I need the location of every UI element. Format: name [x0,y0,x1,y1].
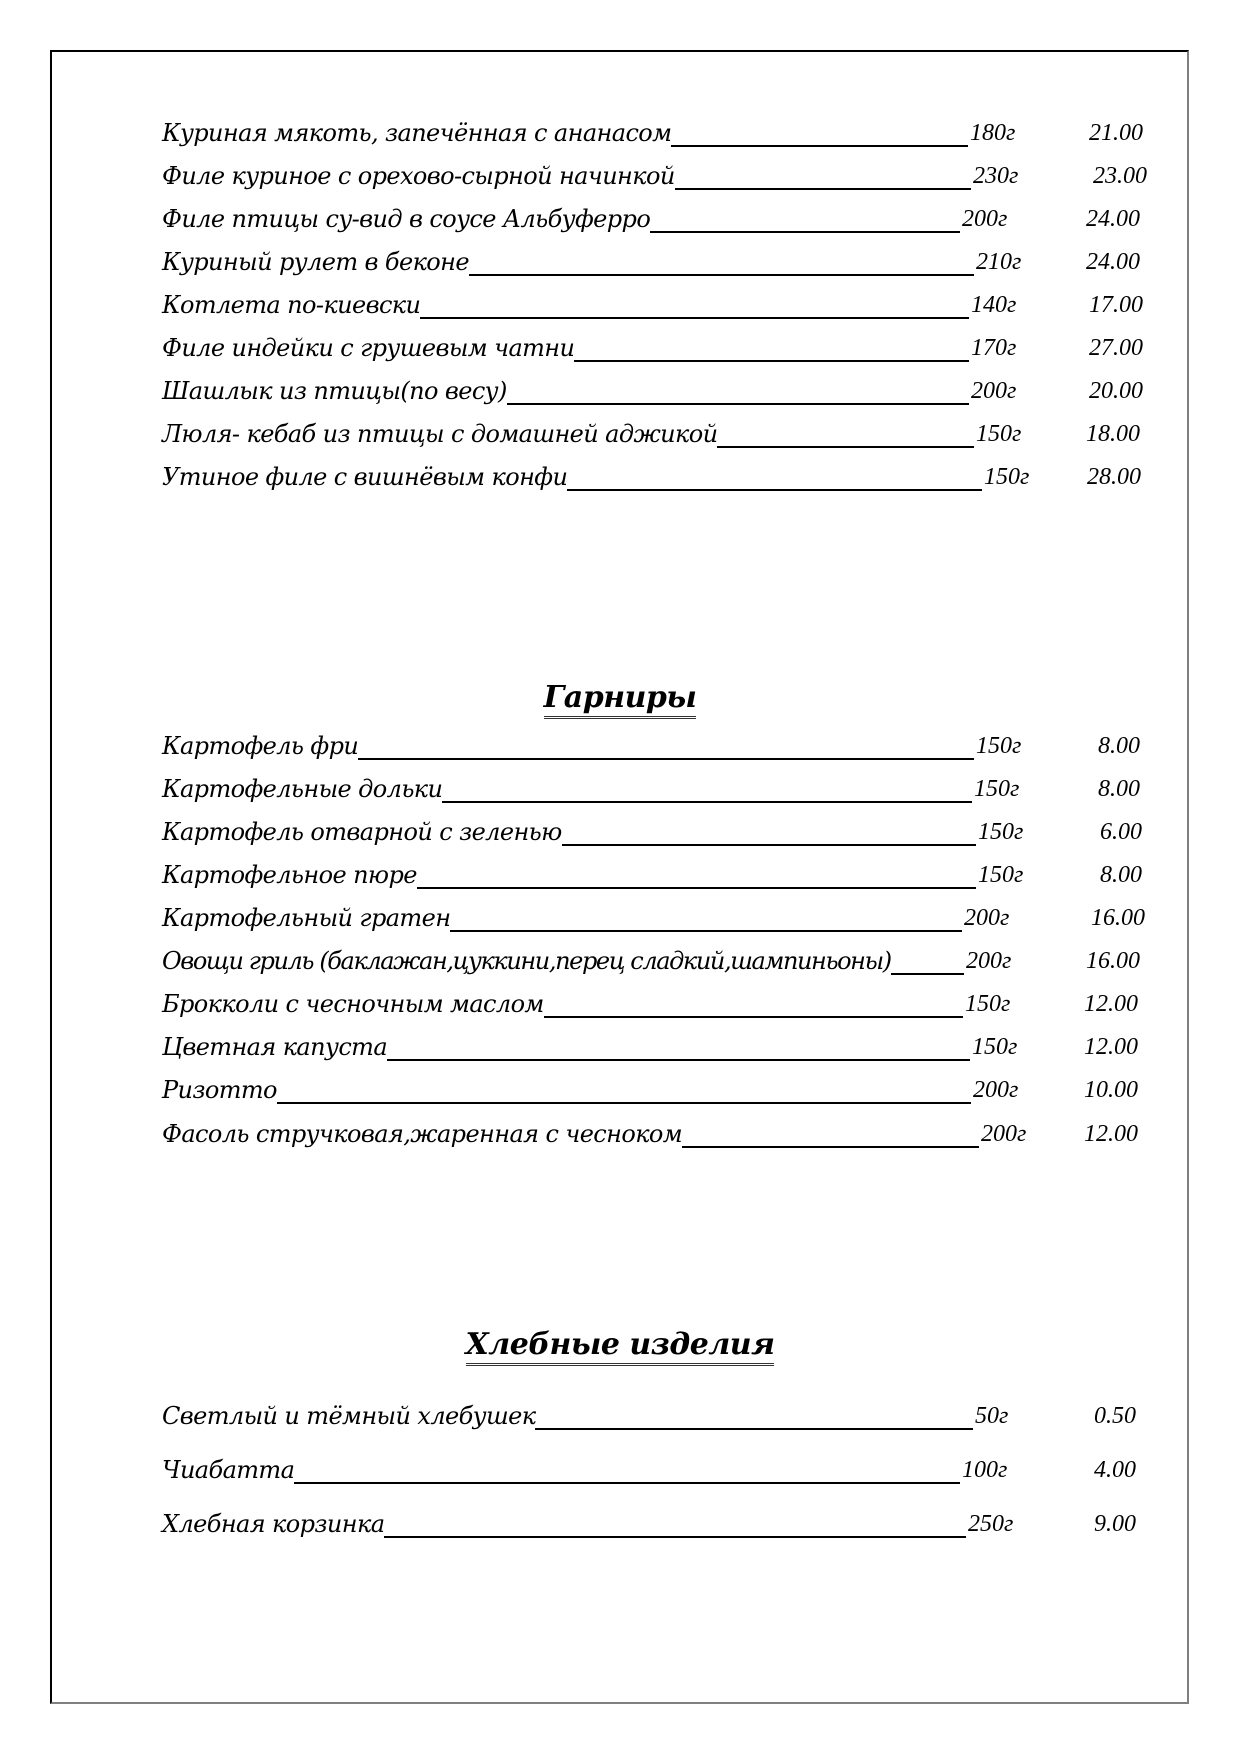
item-price: 18.00 [1086,421,1140,447]
section-title-text: Гарниры [544,680,697,719]
item-weight: 200г [964,905,1010,931]
item-name: Куриная мякоть, запечённая с ананасом [162,119,672,147]
menu-item [0,204,1240,238]
leader-line [358,758,974,760]
item-name: Овощи гриль (баклажан,цуккини,перец сладкий,шампиньоны) [162,947,891,975]
item-price: 12.00 [1084,1121,1138,1147]
item-weight: 150г [978,819,1024,845]
item-price: 6.00 [1100,819,1142,845]
item-name: Картофельное пюре [162,861,417,889]
item-weight: 150г [965,991,1011,1017]
menu-item [0,1075,1240,1109]
item-weight: 100г [962,1457,1008,1483]
item-weight: 180г [970,120,1016,146]
leader-line [384,1536,966,1538]
item-name: Цветная капуста [162,1033,388,1061]
leader-line [567,489,982,491]
leader-line [891,973,964,975]
item-name: Фасоль стручковая,жаренная с чесноком [162,1120,683,1148]
leader-line [442,801,972,803]
item-weight: 200г [971,378,1017,404]
item-name: Хлебная корзинка [162,1510,385,1538]
item-weight: 200г [973,1077,1019,1103]
item-name: Филе индейки с грушевым чатни [162,334,575,362]
item-price: 8.00 [1100,862,1142,888]
item-price: 28.00 [1087,464,1141,490]
menu-item [0,290,1240,324]
item-name: Чиабатта [162,1456,295,1484]
item-weight: 170г [971,335,1017,361]
menu-item [0,1509,1240,1543]
menu-item [0,161,1240,195]
menu-item [0,731,1240,765]
leader-line [682,1146,979,1148]
item-price: 0.50 [1094,1403,1136,1429]
item-price: 21.00 [1089,120,1143,146]
leader-line [671,145,968,147]
menu-item [0,946,1240,980]
item-price: 20.00 [1089,378,1143,404]
item-name: Утиное филе с вишнёвым конфи [162,463,568,491]
item-price: 16.00 [1091,905,1145,931]
leader-line [574,360,969,362]
item-weight: 200г [962,206,1008,232]
menu-item [0,903,1240,937]
item-name: Картофельные дольки [162,775,443,803]
item-name: Картофель отварной с зеленью [162,818,562,846]
menu-item [0,247,1240,281]
leader-line [450,930,962,932]
item-price: 4.00 [1094,1457,1136,1483]
item-name: Светлый и тёмный хлебушек [162,1402,536,1430]
item-price: 27.00 [1089,335,1143,361]
item-name: Брокколи с чесночным маслом [162,990,544,1018]
menu-item [0,1032,1240,1066]
item-weight: 150г [974,776,1020,802]
menu-item [0,462,1240,496]
leader-line [507,403,969,405]
item-weight: 150г [976,733,1022,759]
menu-item [0,989,1240,1023]
leader-line [277,1102,971,1104]
leader-line [294,1482,960,1484]
leader-line [387,1059,970,1061]
item-name: Куриный рулет в беконе [162,248,469,276]
item-price: 23.00 [1093,163,1147,189]
leader-line [650,231,960,233]
section-title [0,1327,1240,1366]
item-price: 12.00 [1084,991,1138,1017]
item-weight: 200г [981,1121,1027,1147]
menu-item [0,1119,1240,1153]
leader-line [544,1016,963,1018]
leader-line [420,317,969,319]
item-name: Шашлык из птицы(по весу) [162,377,507,405]
item-name: Филе птицы су-вид в соусе Альбуферро [162,205,651,233]
menu-item [0,1455,1240,1489]
leader-line [562,844,976,846]
menu-item [0,1401,1240,1435]
leader-line [469,274,974,276]
item-name: Котлета по-киевски [162,291,421,319]
item-price: 24.00 [1086,249,1140,275]
section-title-text: Хлебные изделия [466,1327,775,1366]
menu-item [0,419,1240,453]
leader-line [417,887,976,889]
item-name: Ризотто [162,1076,277,1104]
item-price: 24.00 [1086,206,1140,232]
item-name: Картофельный гратен [162,904,451,932]
item-weight: 150г [984,464,1030,490]
menu-item [0,118,1240,152]
leader-line [535,1428,973,1430]
menu-item [0,333,1240,367]
menu-item [0,860,1240,894]
leader-line [717,446,974,448]
menu-item [0,774,1240,808]
item-weight: 150г [978,862,1024,888]
item-price: 10.00 [1084,1077,1138,1103]
item-price: 9.00 [1094,1511,1136,1537]
item-name: Картофель фри [162,732,359,760]
item-price: 8.00 [1098,733,1140,759]
item-weight: 150г [972,1034,1018,1060]
menu-item [0,817,1240,851]
item-weight: 250г [968,1511,1014,1537]
item-weight: 210г [976,249,1022,275]
item-weight: 50г [975,1403,1009,1429]
item-weight: 140г [971,292,1017,318]
item-name: Люля- кебаб из птицы с домашней аджикой [162,420,718,448]
item-price: 12.00 [1084,1034,1138,1060]
section-title [0,680,1240,719]
item-weight: 230г [973,163,1019,189]
item-price: 8.00 [1098,776,1140,802]
item-weight: 150г [976,421,1022,447]
leader-line [675,188,971,190]
item-name: Филе куриное с орехово-сырной начинкой [162,162,675,190]
item-price: 16.00 [1086,948,1140,974]
item-price: 17.00 [1089,292,1143,318]
item-weight: 200г [966,948,1012,974]
menu-item [0,376,1240,410]
